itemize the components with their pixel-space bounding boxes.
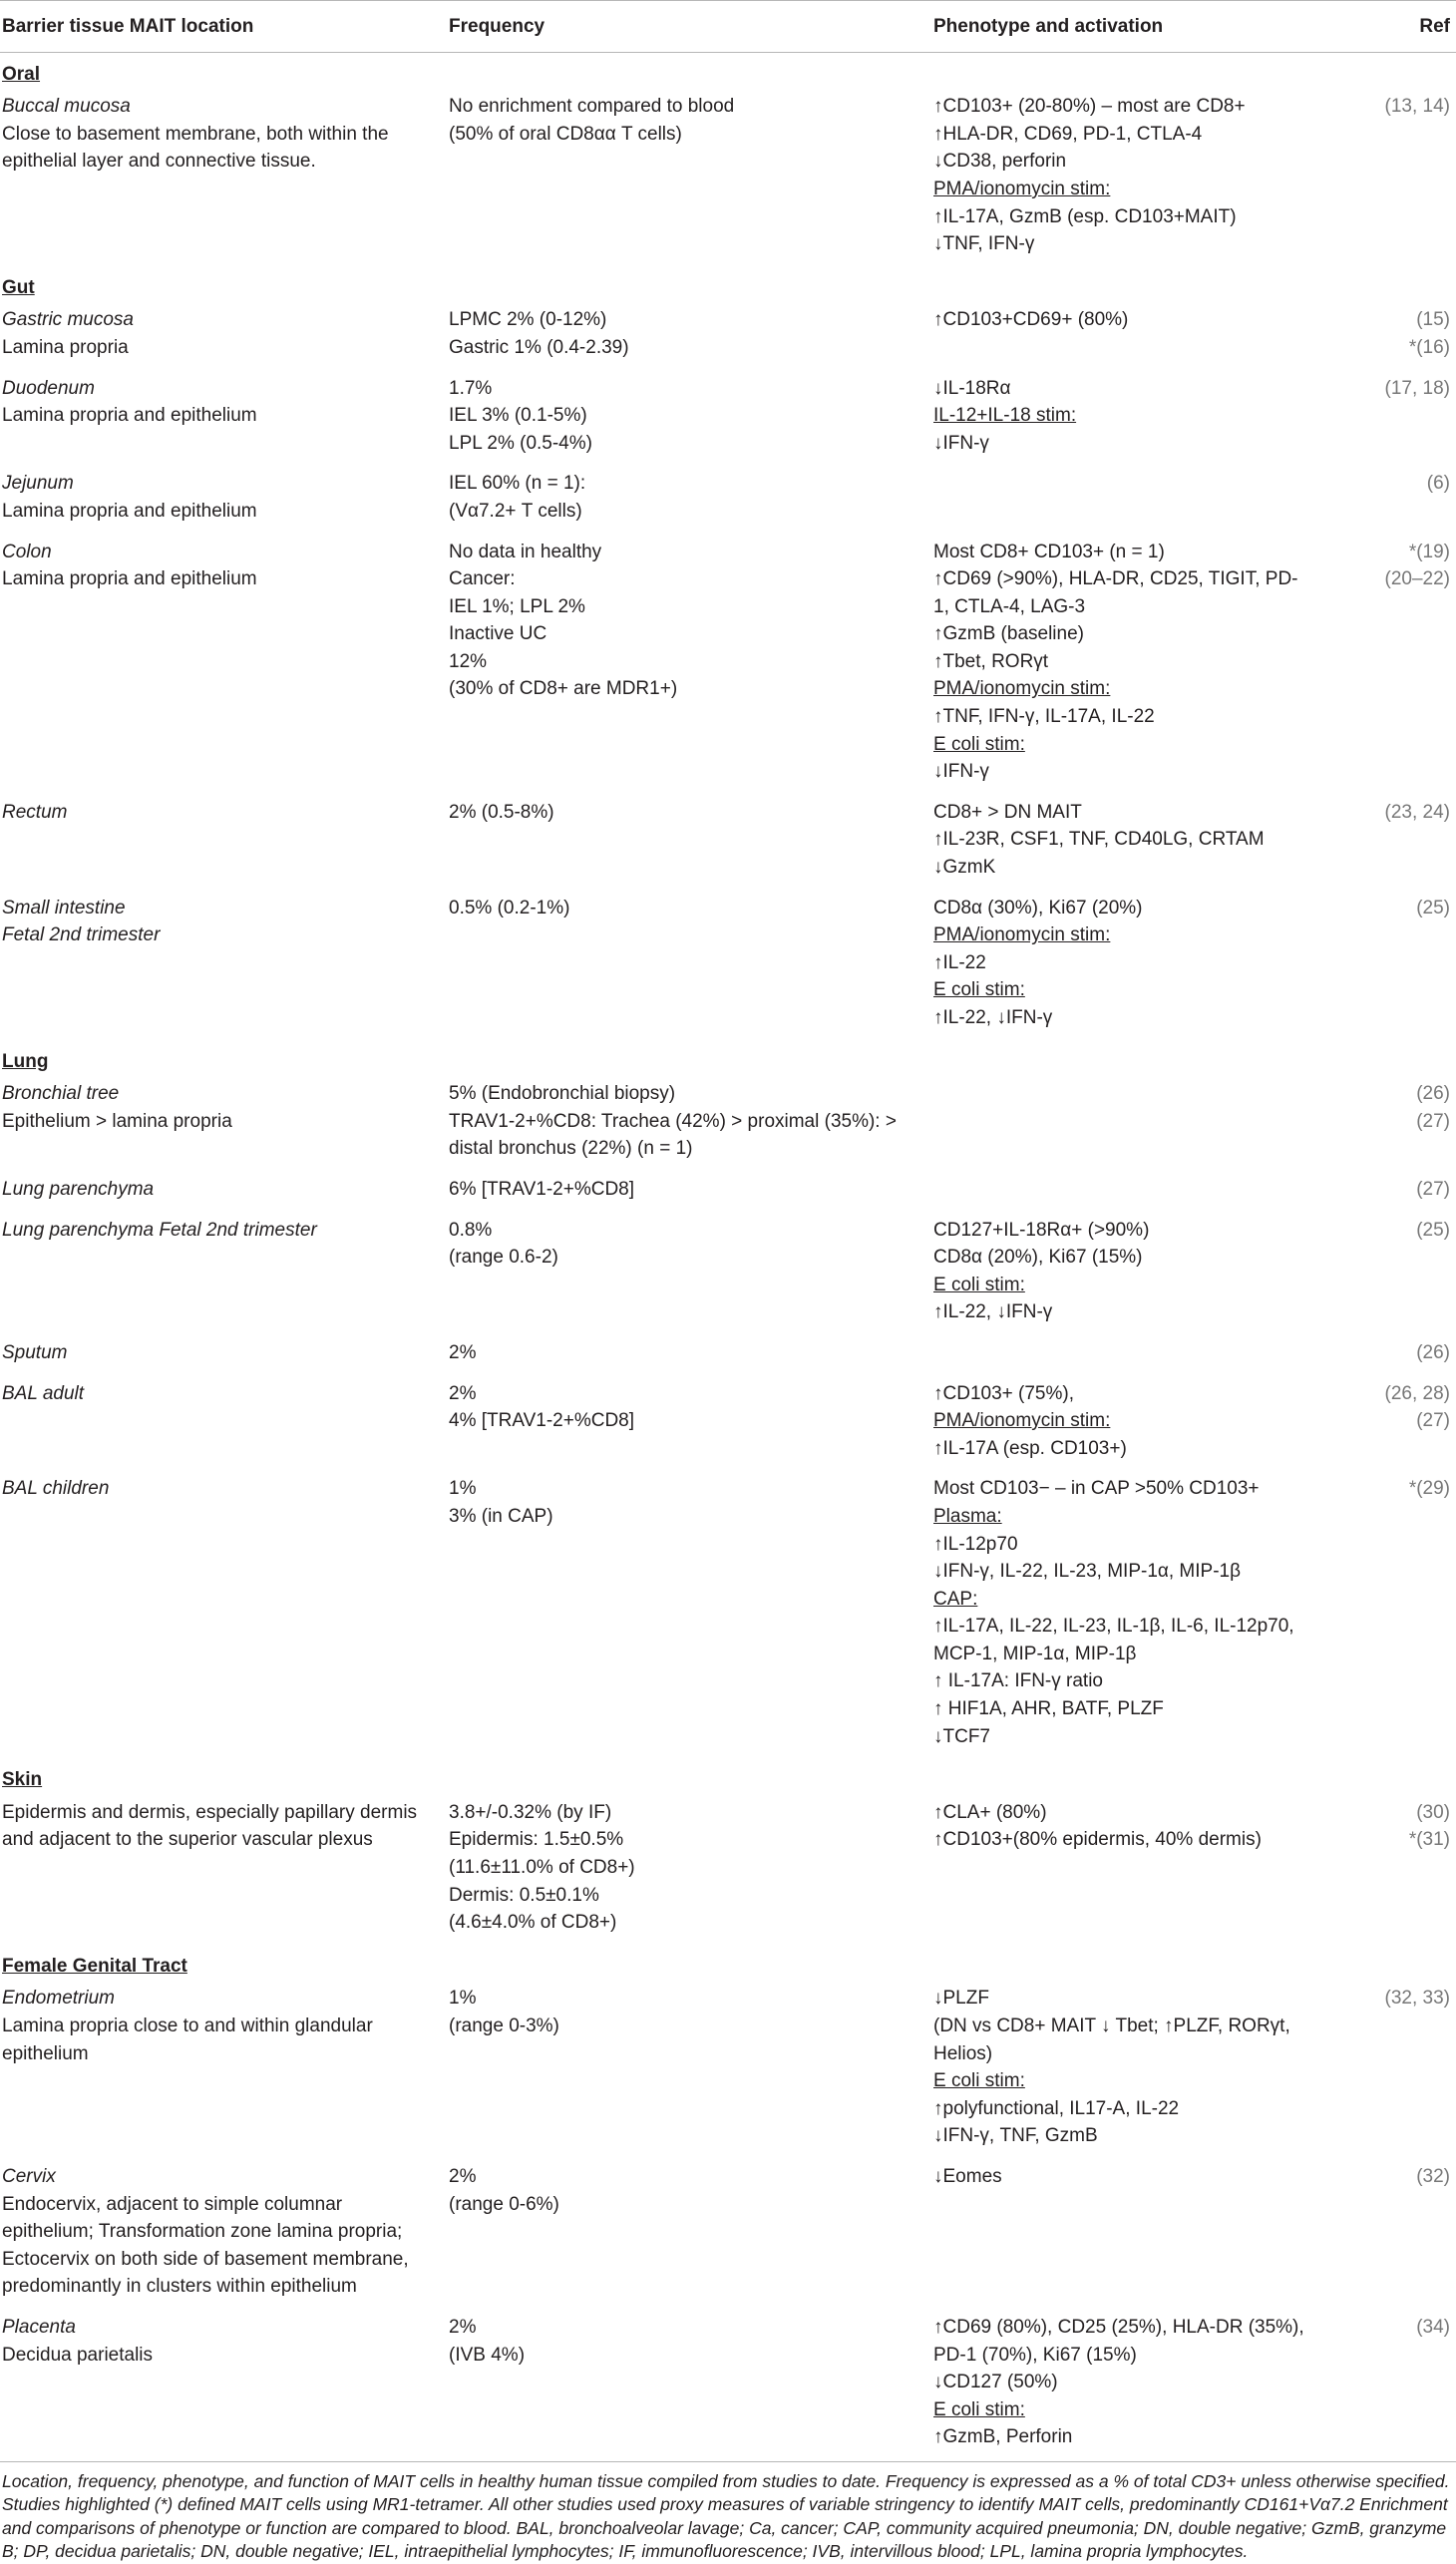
phenotype-cell	[931, 370, 1346, 466]
phenotype-text: ↑CD69 (80%), CD25 (25%), HLA-DR (35%),	[933, 2316, 1304, 2338]
phenotype-text: ↓CD127 (50%)	[933, 2372, 1058, 2393]
phenotype-cell	[931, 1171, 1346, 1212]
header-ref: Ref	[1346, 1, 1456, 53]
table-row	[0, 301, 1456, 369]
phenotype-text: CD127+IL-18Rα+ (>90%)	[933, 1219, 1150, 1241]
phenotype-text: ↑CD103+(80% epidermis, 40% dermis)	[933, 1829, 1262, 1851]
phenotype-text: ↓PLZF	[933, 1988, 989, 2010]
frequency-text: Epidermis: 1.5±0.5%	[449, 1829, 624, 1851]
table-row	[0, 1470, 1456, 1758]
phenotype-text: PMA/ionomycin stim:	[933, 178, 1111, 199]
frequency-text: Dermis: 0.5±0.1%	[449, 1884, 599, 1906]
frequency-cell	[447, 1375, 931, 1471]
phenotype-text: ↓IL-18Rα	[933, 377, 1011, 399]
phenotype-text: E coli stim:	[933, 733, 1025, 755]
phenotype-text: MCP-1, MIP-1α, MIP-1β	[933, 1643, 1137, 1664]
frequency-text: (30% of CD8+ are MDR1+)	[449, 678, 678, 700]
phenotype-text: ↑IL-17A, IL-22, IL-23, IL-1β, IL-6, IL-12p70,	[933, 1616, 1294, 1638]
phenotype-text: ↑IL-17A (esp. CD103+)	[933, 1437, 1127, 1459]
location-text: Gastric mucosa	[2, 309, 134, 331]
phenotype-text: (DN vs CD8+ MAIT ↓ Tbet; ↑PLZF, RORγt,	[933, 2015, 1290, 2036]
phenotype-cell	[931, 1334, 1346, 1375]
ref-text: (30)	[1416, 1801, 1450, 1823]
location-cell	[0, 88, 447, 266]
table-row	[0, 1980, 1456, 2158]
phenotype-text: ↑IL-23R, CSF1, TNF, CD40LG, CRTAM	[933, 829, 1265, 851]
section-title: Lung	[2, 1050, 49, 1072]
phenotype-text: ↓IFN-γ	[933, 432, 989, 454]
ref-cell	[1346, 1470, 1456, 1758]
frequency-cell	[447, 370, 931, 466]
phenotype-cell	[931, 794, 1346, 890]
phenotype-text: E coli stim:	[933, 979, 1025, 1001]
ref-cell	[1346, 370, 1456, 466]
location-text: Lamina propria and epithelium	[2, 568, 257, 590]
table-row	[0, 1334, 1456, 1375]
frequency-cell	[447, 1470, 931, 1758]
table-row	[0, 1375, 1456, 1471]
ref-cell	[1346, 1171, 1456, 1212]
frequency-cell	[447, 534, 931, 794]
phenotype-cell	[931, 1212, 1346, 1334]
section-title: Gut	[2, 276, 35, 298]
phenotype-cell	[931, 301, 1346, 369]
location-text: Bronchial tree	[2, 1083, 120, 1105]
table-body	[0, 52, 1456, 2461]
frequency-text: 3.8+/-0.32% (by IF)	[449, 1801, 612, 1823]
header-frequency: Frequency	[447, 1, 931, 53]
location-cell	[0, 1334, 447, 1375]
phenotype-cell	[931, 534, 1346, 794]
location-cell	[0, 1375, 447, 1471]
location-text: Decidua parietalis	[2, 2344, 154, 2366]
table-footnote: Location, frequency, phenotype, and function of MAIT cells in healthy human tissue compiled from studies to date. Frequency is expressed as a % of total CD3+ unless otherwise specified. Studies highlighted (*) defined MAIT cells using MR1-tetramer. All other studies used proxy measures of variable stringency to identify MAIT cells, predominantly CD161+Vα7.2 Enrichment and comparisons of phenotype or function are compared to blood. BAL, bronchoalveolar lavage; Ca, cancer; CAP, community acquired pneumonia; DN, double negative; GzmB, granzyme B; DP, decidua parietalis; DN, double negative; IEL, intraepithelial lymphocytes; IF, immunofluorescence; IVB, intervillous blood; LPL, lamina propria lymphocytes.	[2, 2470, 1450, 2562]
phenotype-text: ↑GzmB, Perforin	[933, 2426, 1073, 2448]
section-title: Female Genital Tract	[2, 1955, 187, 1977]
phenotype-text: ↑CD103+CD69+ (80%)	[933, 309, 1129, 331]
section-title: Skin	[2, 1769, 43, 1791]
ref-text: (25)	[1416, 897, 1450, 918]
phenotype-cell	[931, 1075, 1346, 1171]
table-row	[0, 88, 1456, 266]
ref-text: (32, 33)	[1384, 1988, 1450, 2010]
ref-cell	[1346, 1334, 1456, 1375]
phenotype-text: IL-12+IL-18 stim:	[933, 405, 1077, 427]
frequency-text: Inactive UC	[449, 623, 547, 645]
phenotype-cell	[931, 890, 1346, 1040]
location-text: Duodenum	[2, 377, 95, 399]
phenotype-cell	[931, 465, 1346, 533]
frequency-cell	[447, 1171, 931, 1212]
location-cell	[0, 534, 447, 794]
frequency-text: 6% [TRAV1-2+%CD8]	[449, 1178, 635, 1200]
frequency-cell	[447, 2158, 931, 2309]
ref-cell	[1346, 1212, 1456, 1334]
location-text: Cervix	[2, 2165, 56, 2187]
phenotype-text: E coli stim:	[933, 2398, 1025, 2420]
frequency-text: 1%	[449, 1478, 477, 1500]
ref-text: *(29)	[1408, 1478, 1450, 1500]
ref-cell	[1346, 301, 1456, 369]
frequency-text: TRAV1-2+%CD8: Trachea (42%) > proximal (35%): >	[449, 1110, 897, 1132]
phenotype-text: Most CD103− – in CAP >50% CD103+	[933, 1478, 1260, 1500]
location-text: Colon	[2, 541, 52, 562]
location-text: BAL adult	[2, 1382, 85, 1404]
ref-text: (27)	[1416, 1110, 1450, 1132]
frequency-text: 2%	[449, 1341, 477, 1363]
frequency-cell	[447, 1212, 931, 1334]
ref-text: (26)	[1416, 1341, 1450, 1363]
phenotype-text: ↓IFN-γ, TNF, GzmB	[933, 2125, 1098, 2147]
frequency-text: 1%	[449, 1988, 477, 2010]
frequency-text: (range 0-3%)	[449, 2015, 559, 2036]
phenotype-text: ↓TCF7	[933, 1725, 990, 1747]
location-text: Lamina propria close to and within glandular epithelium	[2, 2015, 373, 2064]
phenotype-text: CD8α (30%), Ki67 (20%)	[933, 897, 1143, 918]
ref-text: (27)	[1416, 1410, 1450, 1432]
ref-text: *(16)	[1408, 336, 1450, 358]
phenotype-text: PMA/ionomycin stim:	[933, 1410, 1111, 1432]
frequency-text: distal bronchus (22%) (n = 1)	[449, 1138, 693, 1160]
ref-cell	[1346, 1794, 1456, 1945]
phenotype-text: ↓IFN-γ, IL-22, IL-23, MIP-1α, MIP-1β	[933, 1561, 1242, 1583]
phenotype-text: E coli stim:	[933, 2070, 1025, 2092]
phenotype-cell	[931, 1375, 1346, 1471]
ref-text: (26)	[1416, 1083, 1450, 1105]
frequency-cell	[447, 1980, 931, 2158]
ref-text: (20–22)	[1384, 568, 1450, 590]
location-text: Buccal mucosa	[2, 96, 131, 118]
frequency-text: No data in healthy	[449, 541, 602, 562]
location-text: BAL children	[2, 1478, 110, 1500]
frequency-cell	[447, 88, 931, 266]
ref-cell	[1346, 1375, 1456, 1471]
ref-text: (13, 14)	[1384, 96, 1450, 118]
location-text: Endometrium	[2, 1988, 115, 2010]
frequency-text: IEL 3% (0.1-5%)	[449, 405, 587, 427]
frequency-text: IEL 60% (n = 1):	[449, 473, 586, 495]
frequency-cell	[447, 1794, 931, 1945]
ref-cell	[1346, 890, 1456, 1040]
header-phenotype: Phenotype and activation	[931, 1, 1346, 53]
location-cell	[0, 1212, 447, 1334]
phenotype-text: ↓Eomes	[933, 2165, 1002, 2187]
ref-text: (34)	[1416, 2316, 1450, 2338]
section-header-row	[0, 1040, 1456, 1076]
phenotype-text: ↑TNF, IFN-γ, IL-17A, IL-22	[933, 706, 1155, 728]
ref-text: *(31)	[1408, 1829, 1450, 1851]
frequency-text: 2%	[449, 2165, 477, 2187]
location-text: Lung parenchyma Fetal 2nd trimester	[2, 1219, 317, 1241]
location-text: Close to basement membrane, both within the epithelial layer and connective tissue.	[2, 123, 389, 173]
phenotype-text: CD8+ > DN MAIT	[933, 801, 1082, 823]
phenotype-cell	[931, 1470, 1346, 1758]
frequency-text: 3% (in CAP)	[449, 1505, 553, 1527]
phenotype-text: ↑ HIF1A, AHR, BATF, PLZF	[933, 1698, 1164, 1720]
location-text: Rectum	[2, 801, 68, 823]
phenotype-text: ↑Tbet, RORγt	[933, 650, 1049, 672]
location-cell	[0, 301, 447, 369]
location-text: Epidermis and dermis, especially papillary dermis and adjacent to the superior vascular plexus	[2, 1801, 418, 1851]
ref-cell	[1346, 465, 1456, 533]
phenotype-text: ↑GzmB (baseline)	[933, 623, 1084, 645]
location-cell	[0, 890, 447, 1040]
frequency-cell	[447, 890, 931, 1040]
phenotype-text: ↑IL-12p70	[933, 1533, 1018, 1555]
phenotype-cell	[931, 2158, 1346, 2309]
location-text: Lung parenchyma	[2, 1178, 155, 1200]
ref-text: (17, 18)	[1384, 377, 1450, 399]
frequency-text: 2%	[449, 1382, 477, 1404]
frequency-cell	[447, 794, 931, 890]
ref-cell	[1346, 88, 1456, 266]
location-cell	[0, 1980, 447, 2158]
phenotype-text: ↓IFN-γ	[933, 761, 989, 783]
frequency-text: (range 0-6%)	[449, 2193, 559, 2215]
location-text: Endocervix, adjacent to simple columnar epithelium; Transformation zone lamina propria; Ectocervix on both side of basement membrane, predominantly in clusters within epithelium	[2, 2193, 409, 2298]
phenotype-text: CD8α (20%), Ki67 (15%)	[933, 1247, 1143, 1269]
table-row	[0, 1212, 1456, 1334]
frequency-text: (Vα7.2+ T cells)	[449, 500, 582, 522]
frequency-cell	[447, 1075, 931, 1171]
location-cell	[0, 1171, 447, 1212]
location-text: Lamina propria	[2, 336, 129, 358]
section-header-row	[0, 52, 1456, 88]
frequency-text: (11.6±11.0% of CD8+)	[449, 1857, 635, 1879]
table-row	[0, 1171, 1456, 1212]
phenotype-text: E coli stim:	[933, 1274, 1025, 1295]
table-row	[0, 2158, 1456, 2309]
location-cell	[0, 1075, 447, 1171]
phenotype-text: PMA/ionomycin stim:	[933, 924, 1111, 946]
ref-text: *(19)	[1408, 541, 1450, 562]
frequency-cell	[447, 2309, 931, 2461]
ref-cell	[1346, 2309, 1456, 2461]
phenotype-text: ↑CLA+ (80%)	[933, 1801, 1047, 1823]
section-header-row	[0, 1758, 1456, 1794]
frequency-text: IEL 1%; LPL 2%	[449, 595, 585, 617]
phenotype-text: ↑IL-17A, GzmB (esp. CD103+MAIT)	[933, 205, 1237, 227]
ref-text: (23, 24)	[1384, 801, 1450, 823]
frequency-text: Gastric 1% (0.4-2.39)	[449, 336, 629, 358]
phenotype-text: ↓CD38, perforin	[933, 151, 1067, 173]
table-row	[0, 1075, 1456, 1171]
location-text: Placenta	[2, 2316, 76, 2338]
frequency-text: 1.7%	[449, 377, 493, 399]
ref-text: (26, 28)	[1384, 1382, 1450, 1404]
frequency-cell	[447, 1334, 931, 1375]
phenotype-text: PMA/ionomycin stim:	[933, 678, 1111, 700]
frequency-text: LPL 2% (0.5-4%)	[449, 432, 592, 454]
phenotype-text: PD-1 (70%), Ki67 (15%)	[933, 2344, 1137, 2366]
location-cell	[0, 370, 447, 466]
phenotype-cell	[931, 88, 1346, 266]
frequency-text: (4.6±4.0% of CD8+)	[449, 1912, 617, 1934]
phenotype-text: CAP:	[933, 1588, 978, 1610]
phenotype-text: ↑CD103+ (20-80%) – most are CD8+	[933, 96, 1246, 118]
ref-cell	[1346, 1980, 1456, 2158]
frequency-cell	[447, 301, 931, 369]
table-row	[0, 890, 1456, 1040]
frequency-text: 5% (Endobronchial biopsy)	[449, 1083, 676, 1105]
ref-text: (6)	[1426, 473, 1450, 495]
table-row	[0, 1794, 1456, 1945]
frequency-text: Cancer:	[449, 568, 516, 590]
ref-cell	[1346, 2158, 1456, 2309]
location-cell	[0, 1794, 447, 1945]
phenotype-text: ↑CD103+ (75%),	[933, 1382, 1074, 1404]
phenotype-text: Most CD8+ CD103+ (n = 1)	[933, 541, 1165, 562]
location-cell	[0, 794, 447, 890]
frequency-text: (range 0.6-2)	[449, 1247, 558, 1269]
section-title: Oral	[2, 63, 41, 85]
location-text: Sputum	[2, 1341, 68, 1363]
section-header-row	[0, 266, 1456, 302]
frequency-text: 4% [TRAV1-2+%CD8]	[449, 1410, 635, 1432]
phenotype-cell	[931, 1980, 1346, 2158]
frequency-text: 2% (0.5-8%)	[449, 801, 554, 823]
phenotype-text: ↑ IL-17A: IFN-γ ratio	[933, 1670, 1103, 1692]
phenotype-text: ↑IL-22, ↓IFN-γ	[933, 1301, 1053, 1323]
location-text: Small intestine	[2, 897, 126, 918]
location-cell	[0, 2309, 447, 2461]
ref-cell	[1346, 1075, 1456, 1171]
location-cell	[0, 1470, 447, 1758]
table-row	[0, 794, 1456, 890]
header-location: Barrier tissue MAIT location	[0, 1, 447, 53]
ref-text: (15)	[1416, 309, 1450, 331]
frequency-text: 2%	[449, 2316, 477, 2338]
location-text: Lamina propria and epithelium	[2, 405, 257, 427]
ref-cell	[1346, 534, 1456, 794]
phenotype-text: ↑HLA-DR, CD69, PD-1, CTLA-4	[933, 123, 1203, 145]
phenotype-text: ↑CD69 (>90%), HLA-DR, CD25, TIGIT, PD-	[933, 568, 1298, 590]
phenotype-text: ↑IL-22, ↓IFN-γ	[933, 1007, 1053, 1028]
ref-text: (32)	[1416, 2165, 1450, 2187]
frequency-text: No enrichment compared to blood	[449, 96, 735, 118]
location-text: Epithelium > lamina propria	[2, 1110, 232, 1132]
phenotype-text: Plasma:	[933, 1505, 1002, 1527]
location-cell	[0, 2158, 447, 2309]
phenotype-text: Helios)	[933, 2042, 993, 2064]
frequency-text: 12%	[449, 650, 488, 672]
ref-text: (25)	[1416, 1219, 1450, 1241]
location-text: Jejunum	[2, 473, 74, 495]
location-cell	[0, 465, 447, 533]
frequency-text: (IVB 4%)	[449, 2344, 526, 2366]
frequency-text: 0.5% (0.2-1%)	[449, 897, 570, 918]
phenotype-cell	[931, 1794, 1346, 1945]
phenotype-text: 1, CTLA-4, LAG-3	[933, 595, 1086, 617]
frequency-text: 0.8%	[449, 1219, 493, 1241]
table-row	[0, 465, 1456, 533]
location-text: Fetal 2nd trimester	[2, 924, 161, 946]
frequency-cell	[447, 465, 931, 533]
ref-cell	[1346, 794, 1456, 890]
frequency-text: LPMC 2% (0-12%)	[449, 309, 607, 331]
phenotype-cell	[931, 2309, 1346, 2461]
phenotype-text: ↓GzmK	[933, 857, 996, 879]
phenotype-text: ↑polyfunctional, IL17-A, IL-22	[933, 2097, 1180, 2119]
section-header-row	[0, 1945, 1456, 1981]
table-row	[0, 2309, 1456, 2461]
location-text: Lamina propria and epithelium	[2, 500, 257, 522]
frequency-text: (50% of oral CD8αα T cells)	[449, 123, 682, 145]
table-row	[0, 370, 1456, 466]
phenotype-text: ↓TNF, IFN-γ	[933, 233, 1035, 255]
table-row	[0, 534, 1456, 794]
ref-text: (27)	[1416, 1178, 1450, 1200]
phenotype-text: ↑IL-22	[933, 951, 986, 973]
table-header-row	[0, 1, 1456, 53]
